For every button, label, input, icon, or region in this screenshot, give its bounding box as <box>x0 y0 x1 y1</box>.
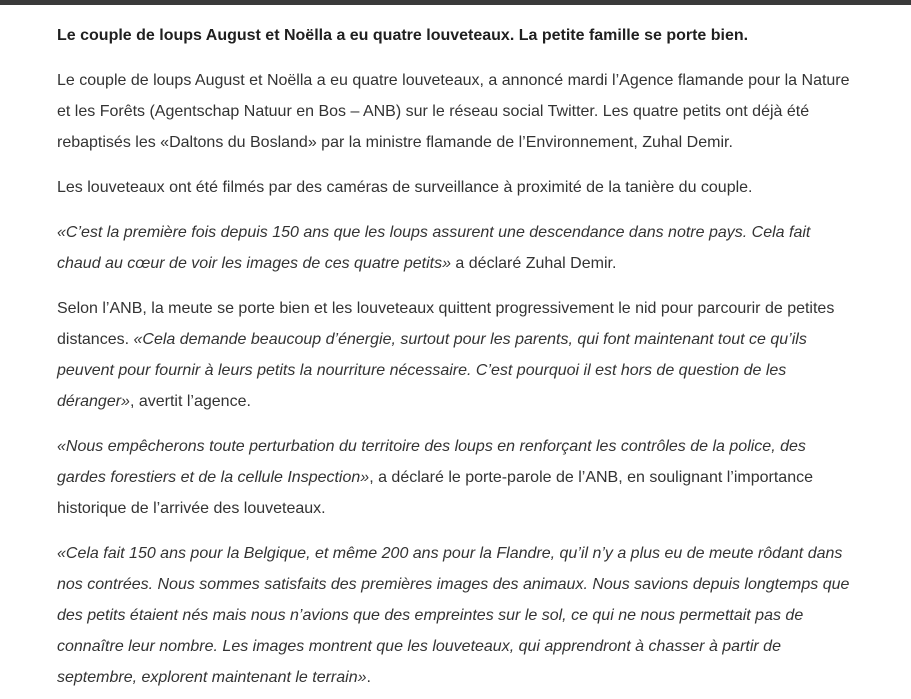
top-bar <box>0 0 911 5</box>
quote-anb: «Cela demande beaucoup d’énergie, surtout pour les parents, qui font maintenant tout ce qu’ils peuvent pour fournir à leurs petits la nourriture nécessaire. C’est pourquoi il est hors de question de les déranger» <box>57 331 807 410</box>
article-paragraph-1: Le couple de loups August et Noëlla a eu quatre louveteaux, a annoncé mardi l’Agence flamande pour la Nature et les Forêts (Agentschap Natuur en Bos – ANB) sur le réseau social Twitter. Les quatre petits ont déjà été rebaptisés les «Daltons du Bosland» par la ministre flamande de l’Environnement, Zuhal Demir. <box>57 72 850 151</box>
paragraph-text: Selon l’ANB, la meute se porte bien et les louveteaux quittent progressivement le nid pour parcourir de petites distances. <box>57 300 835 348</box>
article-lead: Le couple de loups August et Noëlla a eu quatre louveteaux. La petite famille se porte bien. <box>57 27 749 44</box>
quote-demir: «C’est la première fois depuis 150 ans que les loups assurent une descendance dans notre pays. Cela fait chaud au cœur de voir les images de ces quatre petits» <box>57 224 811 272</box>
quote-history: «Cela fait 150 ans pour la Belgique, et même 200 ans pour la Flandre, qu’il n’y a plus eu de meute rôdant dans nos contrées. Nous sommes satisfaits des premières images des animaux. Nous savions depuis longtemps que des petits étaient nés mais nous n’avions que des empreintes sur le sol, ce qui ne nous permettait pas de connaître leur nombre. Les images montrent que les louveteaux, qui apprendront à chasser à partir de septembre, explorent maintenant le terrain» <box>57 545 850 686</box>
article-paragraph-2: Les louveteaux ont été filmés par des caméras de surveillance à proximité de la tanière du couple. <box>57 179 753 196</box>
article-paragraph-6 <box>57 538 857 693</box>
quote-attribution: a déclaré Zuhal Demir. <box>450 255 617 272</box>
article-paragraph-3 <box>57 217 857 279</box>
article-body <box>57 20 857 699</box>
quote-attribution: , a déclaré le porte-parole de l’ANB, en soulignant l’importance historique de l’arrivée des louveteaux. <box>57 469 813 517</box>
article-paragraph-4 <box>57 293 857 417</box>
quote-end: . <box>366 669 371 686</box>
quote-spokesperson: «Nous empêcherons toute perturbation du territoire des loups en renforçant les contrôles de la police, des gardes forestiers et de la cellule Inspection» <box>57 438 806 486</box>
article-paragraph-5 <box>57 431 857 524</box>
quote-attribution: , avertit l’agence. <box>129 393 251 410</box>
